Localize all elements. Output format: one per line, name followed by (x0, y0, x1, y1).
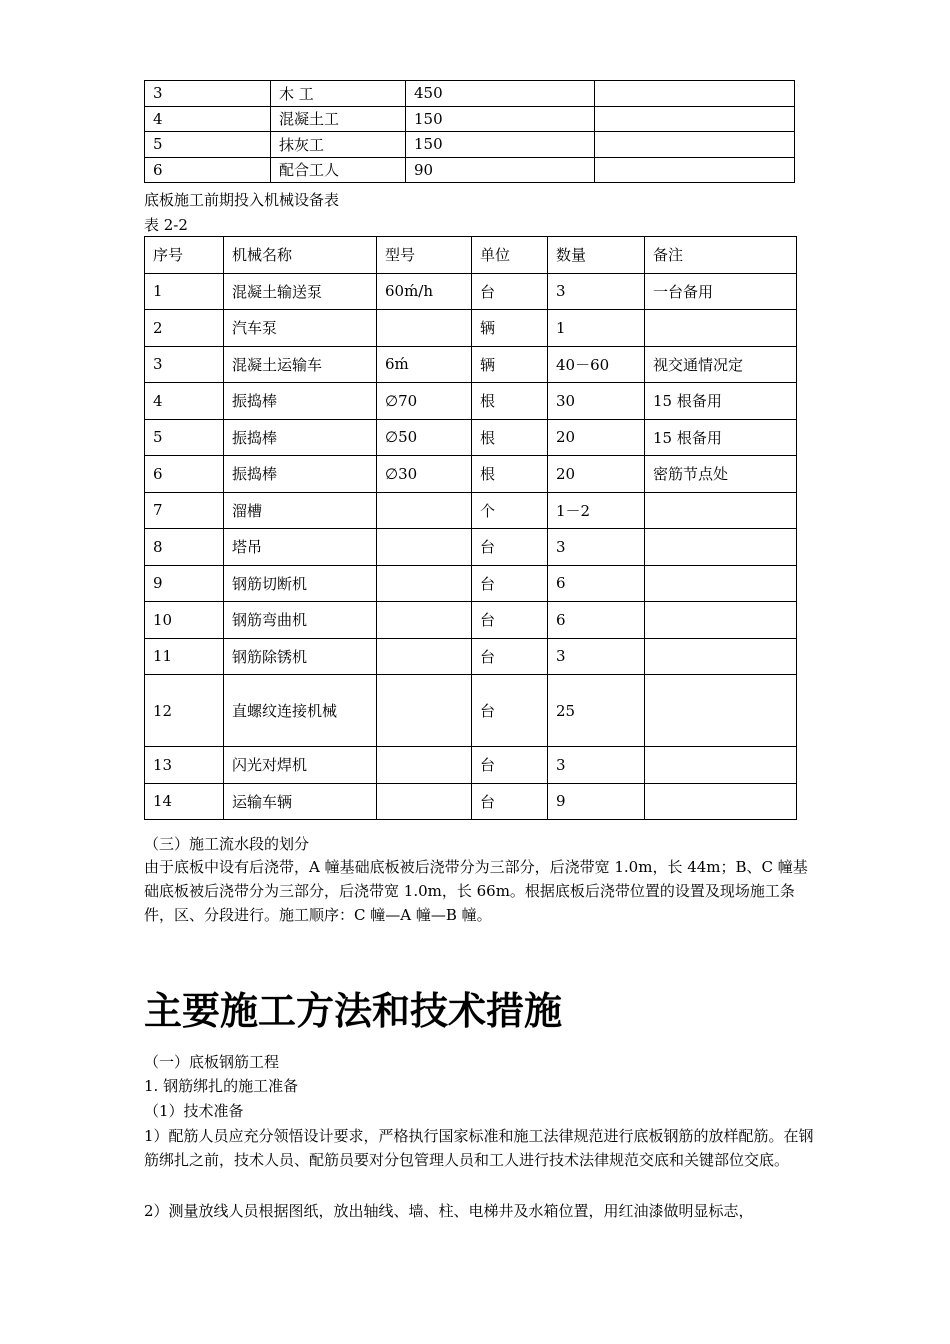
equipment-table-row (145, 565, 797, 602)
equipment-table-cell: 2 (145, 310, 224, 347)
equipment-table-row (145, 273, 797, 310)
equipment-table-row (145, 529, 797, 566)
equipment-table-row (145, 783, 797, 820)
equipment-table-cell: 6 (548, 565, 645, 602)
labor-table-cell: 450 (406, 81, 595, 107)
equipment-table-caption: 底板施工前期投入机械设备表 (144, 191, 340, 209)
subsection-technical-title: （1）技术准备 (144, 1102, 244, 1120)
equipment-table-row (145, 456, 797, 493)
equipment-table-cell (645, 638, 797, 675)
equipment-table-cell: 1－2 (548, 492, 645, 529)
equipment-table-cell: 钢筋弯曲机 (224, 602, 377, 639)
equipment-table-cell: 3 (548, 747, 645, 784)
equipment-table-cell: 溜槽 (224, 492, 377, 529)
equipment-table-cell: 1 (548, 310, 645, 347)
equipment-table-cell: 密筋节点处 (645, 456, 797, 493)
equipment-table-cell: 台 (472, 675, 548, 747)
equipment-table-cell (645, 565, 797, 602)
equipment-table-cell: 台 (472, 529, 548, 566)
equipment-table-cell: 3 (548, 273, 645, 310)
equipment-table-cell: 钢筋切断机 (224, 565, 377, 602)
equipment-table-cell: ∅30 (377, 456, 472, 493)
equipment-table-cell (645, 747, 797, 784)
equipment-table-cell: 9 (145, 565, 224, 602)
equipment-table-row (145, 310, 797, 347)
section-3-body: 由于底板中设有后浇带，A 幢基础底板被后浇带分为三部分，后浇带宽 1.0m，长 44m；B、C 幢基础底板被后浇带分为三部分，后浇带宽 1.0m，长 66m。根据底板后浇带位置的设置及现场施工条件，区、分段进行。施工顺序：C 幢—A 幢—B 幢。 (144, 858, 808, 924)
equipment-table-number: 表 2-2 (144, 216, 188, 234)
labor-table-cell: 混凝土工 (271, 106, 406, 132)
equipment-table-cell: 15 根备用 (645, 419, 797, 456)
labor-table-cell: 4 (145, 106, 271, 132)
equipment-table-header-cell: 备注 (645, 237, 797, 274)
equipment-table-row (145, 346, 797, 383)
equipment-table-header-cell: 序号 (145, 237, 224, 274)
equipment-table-cell: 9 (548, 783, 645, 820)
equipment-table-cell: 25 (548, 675, 645, 747)
equipment-table-cell: 6 (548, 602, 645, 639)
equipment-table-cell (377, 783, 472, 820)
equipment-table-cell (377, 565, 472, 602)
equipment-table-cell (377, 602, 472, 639)
labor-table-cell: 配合工人 (271, 157, 406, 183)
subsection-preparation-title: 1. 钢筋绑扎的施工准备 (144, 1077, 299, 1095)
equipment-table (144, 236, 797, 820)
equipment-table-cell: 14 (145, 783, 224, 820)
equipment-table-cell (645, 783, 797, 820)
equipment-table-cell: 台 (472, 273, 548, 310)
equipment-table-cell: 13 (145, 747, 224, 784)
equipment-table-cell: ∅50 (377, 419, 472, 456)
equipment-table-cell: 6 (145, 456, 224, 493)
labor-table (144, 80, 795, 183)
labor-table-cell: 抹灰工 (271, 132, 406, 158)
equipment-table-cell (645, 492, 797, 529)
equipment-table-cell: 11 (145, 638, 224, 675)
equipment-table-row (145, 638, 797, 675)
equipment-table-cell: 1 (145, 273, 224, 310)
labor-table-row (145, 132, 795, 158)
labor-table-row (145, 106, 795, 132)
labor-table-cell (595, 132, 795, 158)
section-3-title: （三）施工流水段的划分 (144, 835, 310, 853)
equipment-table-cell: 振捣棒 (224, 456, 377, 493)
equipment-table-cell: 塔吊 (224, 529, 377, 566)
labor-table-body (145, 81, 795, 183)
equipment-table-header-cell: 数量 (548, 237, 645, 274)
equipment-table-cell: 台 (472, 783, 548, 820)
equipment-table-row (145, 602, 797, 639)
labor-table-cell: 90 (406, 157, 595, 183)
equipment-table-cell (645, 602, 797, 639)
equipment-table-cell: 4 (145, 383, 224, 420)
equipment-table-row (145, 675, 797, 747)
labor-table-cell: 木 工 (271, 81, 406, 107)
equipment-table-cell: 10 (145, 602, 224, 639)
equipment-table-cell: 30 (548, 383, 645, 420)
equipment-table-row (145, 747, 797, 784)
equipment-table-cell: 辆 (472, 310, 548, 347)
subsection-rebar-title: （一）底板钢筋工程 (144, 1053, 280, 1071)
equipment-table-cell: 6ḿ (377, 346, 472, 383)
equipment-table-cell: 3 (548, 529, 645, 566)
equipment-table-cell: 20 (548, 456, 645, 493)
labor-table-cell: 5 (145, 132, 271, 158)
equipment-table-cell: 钢筋除锈机 (224, 638, 377, 675)
labor-table-cell (595, 157, 795, 183)
equipment-table-cell (645, 675, 797, 747)
labor-table-cell: 6 (145, 157, 271, 183)
equipment-table-cell: 根 (472, 383, 548, 420)
equipment-table-cell: 台 (472, 565, 548, 602)
paragraph-2: 2）测量放线人员根据图纸，放出轴线、墙、柱、电梯井及水箱位置，用红油漆做明显标志， (144, 1202, 754, 1220)
main-heading: 主要施工方法和技术措施 (144, 988, 563, 1033)
equipment-table-cell: 混凝土运输车 (224, 346, 377, 383)
equipment-table-cell (377, 529, 472, 566)
equipment-table-cell: 闪光对焊机 (224, 747, 377, 784)
labor-table-cell: 150 (406, 132, 595, 158)
equipment-table-cell: 辆 (472, 346, 548, 383)
equipment-table-header-row (145, 237, 797, 274)
equipment-table-cell (377, 310, 472, 347)
equipment-table-cell (645, 529, 797, 566)
equipment-table-row (145, 383, 797, 420)
equipment-table-cell: 8 (145, 529, 224, 566)
labor-table-row (145, 157, 795, 183)
equipment-table-cell: 混凝土输送泵 (224, 273, 377, 310)
equipment-table-cell: 3 (145, 346, 224, 383)
labor-table-row (145, 81, 795, 107)
equipment-table-cell: 视交通情况定 (645, 346, 797, 383)
equipment-table-row (145, 419, 797, 456)
equipment-table-header-cell: 单位 (472, 237, 548, 274)
equipment-table-cell: 运输车辆 (224, 783, 377, 820)
equipment-table-cell: 3 (548, 638, 645, 675)
equipment-table-cell: 振捣棒 (224, 419, 377, 456)
equipment-table-cell: 根 (472, 419, 548, 456)
equipment-table-cell: 台 (472, 638, 548, 675)
equipment-table-cell: 台 (472, 602, 548, 639)
equipment-table-cell: 直螺纹连接机械 (224, 675, 377, 747)
equipment-table-header-cell: 机械名称 (224, 237, 377, 274)
equipment-table-cell (377, 492, 472, 529)
equipment-table-cell: 7 (145, 492, 224, 529)
equipment-table-body (145, 237, 797, 820)
equipment-table-cell: 20 (548, 419, 645, 456)
equipment-table-header-cell: 型号 (377, 237, 472, 274)
equipment-table-cell: 一台备用 (645, 273, 797, 310)
equipment-table-cell: 60ḿ/h (377, 273, 472, 310)
equipment-table-cell (377, 675, 472, 747)
equipment-table-cell (377, 747, 472, 784)
labor-table-cell (595, 106, 795, 132)
equipment-table-row (145, 492, 797, 529)
equipment-table-cell: 40－60 (548, 346, 645, 383)
equipment-table-cell: 根 (472, 456, 548, 493)
labor-table-cell: 3 (145, 81, 271, 107)
labor-table-cell: 150 (406, 106, 595, 132)
equipment-table-cell (645, 310, 797, 347)
equipment-table-cell: 15 根备用 (645, 383, 797, 420)
equipment-table-cell (377, 638, 472, 675)
labor-table-cell (595, 81, 795, 107)
equipment-table-cell: 振捣棒 (224, 383, 377, 420)
paragraph-1: 1）配筋人员应充分领悟设计要求，严格执行国家标准和施工法律规范进行底板钢筋的放样配筋。在钢筋绑扎之前，技术人员、配筋员要对分包管理人员和工人进行技术法律规范交底和关键部位交底。 (144, 1127, 814, 1169)
equipment-table-cell: 5 (145, 419, 224, 456)
equipment-table-cell: ∅70 (377, 383, 472, 420)
equipment-table-cell: 汽车泵 (224, 310, 377, 347)
equipment-table-cell: 台 (472, 747, 548, 784)
equipment-table-cell: 个 (472, 492, 548, 529)
equipment-table-cell: 12 (145, 675, 224, 747)
